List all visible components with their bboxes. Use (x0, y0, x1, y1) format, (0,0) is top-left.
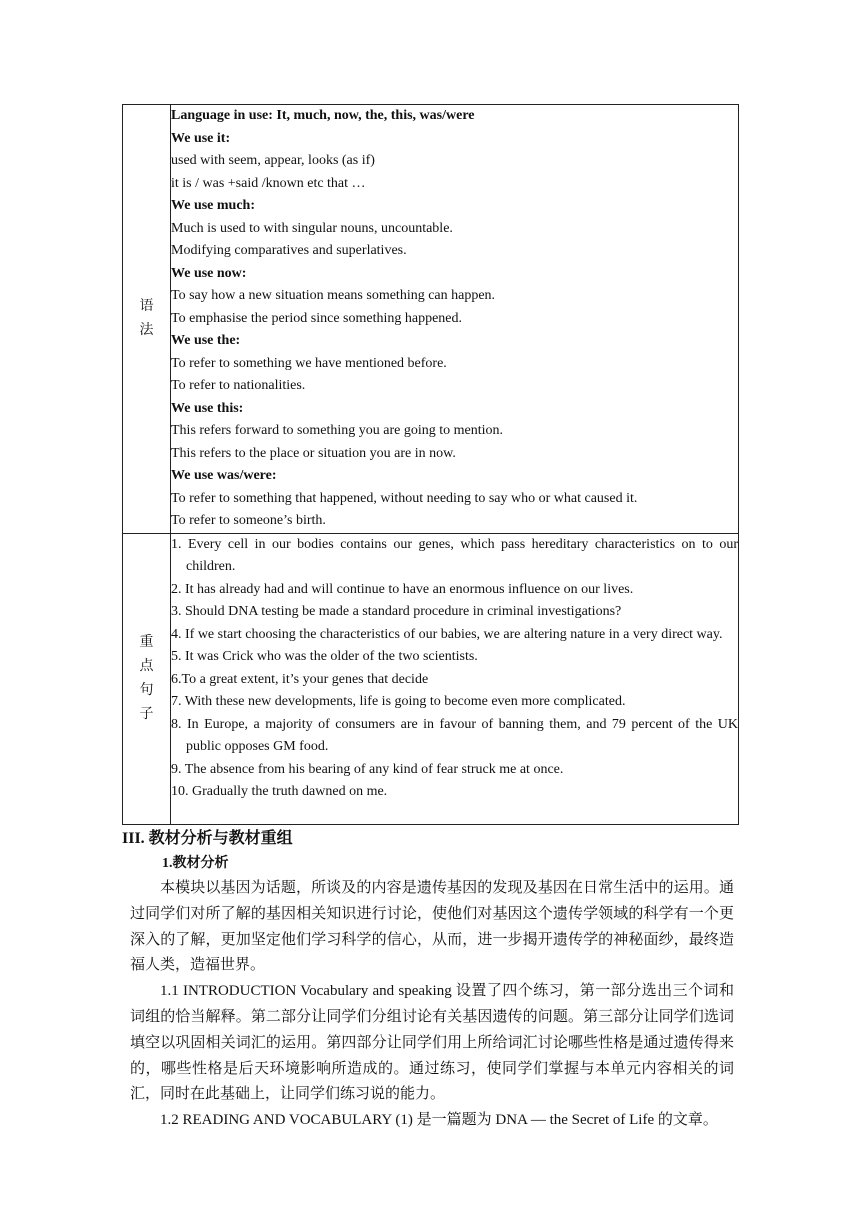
analysis-paragraph: 1.2 READING AND VOCABULARY (1) 是一篇题为 DNA — the Secret of Life 的文章。 (160, 1112, 718, 1129)
key-sentences-label-char: 点 (139, 658, 154, 674)
analysis-section (122, 826, 734, 1134)
key-sentences-list (171, 534, 738, 804)
key-sentences-label (123, 631, 170, 727)
key-sentence: 10. Gradually the truth dawned on me. (171, 784, 388, 799)
analysis-paragraph: 1.1 INTRODUCTION Vocabulary and speaking 设置了四个练习，第一部分选出三个词和词组的恰当解释。第二部分让同学们分组讨论有关基因遗传的问题。第三部分让同学们选词填空以巩固相关词汇的运用。第四部分让同学们用上所给词汇讨论哪些性格是通过遗传得来的，哪些性格是后天环境影响所造成的。通过练习，使同学们掌握与本单元内容相关的词汇，同时在此基础上，让同学们练习说的能力。 (130, 983, 734, 1103)
grammar-table (122, 104, 739, 825)
key-sentences-label-char: 子 (139, 706, 154, 722)
grammar-lines (171, 105, 738, 533)
key-sentence: 9. The absence from his bearing of any kind of fear struck me at once. (171, 761, 564, 777)
key-sentences-label-char: 重 (139, 634, 154, 650)
grammar-line: To say how a new situation means something can happen. (171, 288, 496, 303)
key-sentence: 5. It was Crick who was the older of the two scientists. (171, 649, 478, 664)
grammar-heading: We use now: (171, 265, 247, 281)
key-sentences-label-cell (123, 533, 171, 824)
grammar-line: Much is used to with singular nouns, uncountable. (171, 220, 453, 236)
grammar-label-char: 法 (139, 322, 154, 338)
grammar-line: To refer to something we have mentioned before. (171, 355, 447, 371)
key-sentences-label-char: 句 (139, 682, 154, 698)
key-sentence: 3. Should DNA testing be made a standard procedure in criminal investigations? (171, 604, 622, 619)
analysis-paragraph: 本模块以基因为话题，所谈及的内容是遗传基因的发现及基因在日常生活中的运用。通过同学们对所了解的基因相关知识进行讨论，使他们对基因这个遗传学领域的科学有一个更深入的了解，更加坚定他们学习科学的信心，从而，进一步揭开遗传学的神秘面纱，最终造福人类，造福世界。 (130, 880, 734, 974)
key-sentence: 2. It has already had and will continue to have an enormous influence on our lives. (171, 581, 634, 597)
grammar-label-char: 语 (139, 298, 154, 314)
grammar-line: This refers forward to something you are going to mention. (171, 423, 504, 438)
grammar-line: To emphasise the period since something happened. (171, 310, 462, 326)
grammar-label-cell (123, 105, 171, 534)
key-sentence: 1. Every cell in our bodies contains our genes, which pass hereditary characteristics on to our children. (171, 536, 738, 574)
sub-title: 1.教材分析 (162, 856, 229, 871)
grammar-heading: We use this: (171, 400, 244, 416)
key-sentence: 7. With these new developments, life is going to become even more complicated. (171, 694, 626, 709)
grammar-label (123, 295, 170, 343)
grammar-heading: We use much: (171, 198, 255, 213)
grammar-heading: Language in use: It, much, now, the, this, was/were (171, 108, 475, 123)
key-sentence: 8. In Europe, a majority of consumers are in favour of banning them, and 79 percent of the UK public opposes GM food. (171, 716, 738, 754)
grammar-line: To refer to nationalities. (171, 378, 306, 393)
grammar-line: used with seem, appear, looks (as if) (171, 153, 375, 168)
grammar-line: Modifying comparatives and superlatives. (171, 243, 407, 258)
grammar-line: To refer to someone’s birth. (171, 513, 326, 528)
grammar-heading: We use it: (171, 130, 231, 146)
key-sentence: 4. If we start choosing the characteristics of our babies, we are altering nature in a very direct way. (171, 626, 723, 642)
grammar-heading: We use was/were: (171, 468, 277, 483)
section-title: III. 教材分析与教材重组 (122, 830, 293, 847)
grammar-heading: We use the: (171, 333, 241, 348)
grammar-line: To refer to something that happened, without needing to say who or what caused it. (171, 490, 638, 506)
key-sentences-row (123, 533, 739, 824)
grammar-line: This refers to the place or situation you are in now. (171, 445, 456, 461)
grammar-row (123, 105, 739, 534)
grammar-content-cell (171, 105, 739, 534)
grammar-line: it is / was +said /known etc that … (171, 175, 366, 191)
key-sentences-content-cell (171, 533, 739, 824)
key-sentence: 6.To a great extent, it’s your genes that decide (171, 671, 429, 687)
